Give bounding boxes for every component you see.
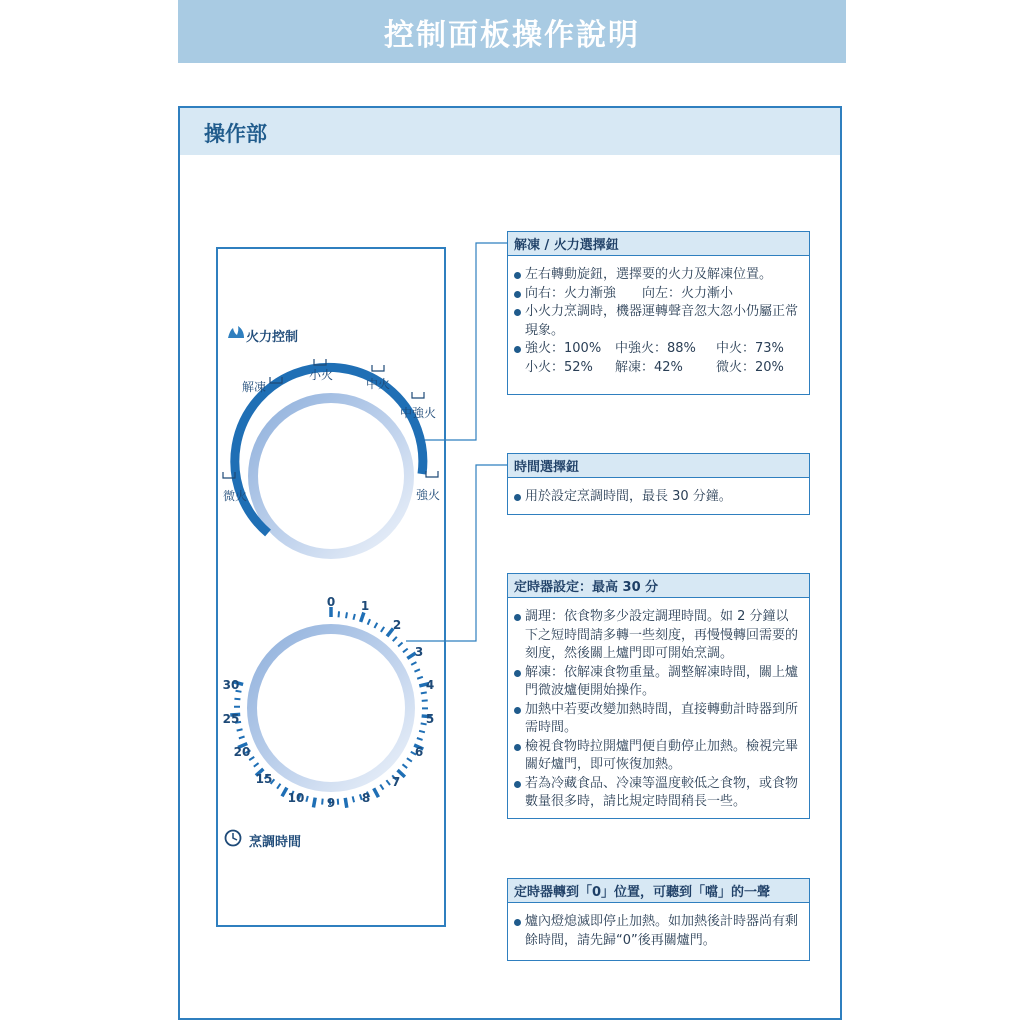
cooking-time-label: 烹調時間	[249, 835, 302, 850]
micro-label: 微火	[223, 489, 248, 503]
timer-number: 25	[222, 712, 240, 726]
timer-tick	[346, 612, 347, 618]
info-item	[513, 340, 801, 377]
info-item: 向右：火力漸強 向左：火力漸小	[513, 285, 801, 304]
percentage-micro: 微火：20%	[716, 359, 784, 375]
timer-ding-info-title: 定時器轉到「0」位置，可聽到「噹」的一聲	[508, 879, 809, 903]
timer-number: 20	[233, 745, 251, 759]
timer-tick	[398, 642, 402, 646]
timer-number: 6	[414, 745, 424, 759]
timer-tick	[345, 798, 347, 808]
timer-tick	[414, 669, 420, 671]
power-knob[interactable]	[253, 398, 409, 554]
timer-number: 1	[360, 599, 370, 613]
timer-tick	[306, 796, 308, 802]
timer-number: 7	[391, 775, 401, 789]
timer-tick	[234, 699, 240, 700]
timer-tick	[417, 738, 423, 740]
timer-number: 10	[287, 791, 305, 805]
timer-number: 4	[425, 678, 435, 692]
power-control-label: 火力控制	[246, 330, 299, 345]
flame-icon	[228, 326, 244, 338]
timer-tick	[386, 780, 390, 785]
medium-level-icon	[372, 365, 384, 371]
percentage-high: 強火：100%	[525, 341, 602, 356]
page-title: 控制面板操作說明	[384, 17, 640, 53]
timer-tick	[368, 619, 370, 624]
info-item: 檢視食物時拉開爐門便自動停止加熱。檢視完畢關好爐門，即可恢復加熱。	[513, 738, 801, 775]
info-item: 左右轉動旋鈕，選擇要的火力及解凍位置。	[513, 266, 801, 285]
timer-number: 2	[392, 618, 402, 632]
info-item: 爐內燈熄滅即停止加熱。如加熱後計時器尚有剩餘時間，請先歸“0”後再關爐門。	[513, 913, 801, 950]
medium-high-label: 中強火	[400, 406, 437, 420]
percentage-medium: 中火：73%	[716, 341, 784, 356]
timer-tick	[374, 788, 379, 797]
time-knob-info-box	[507, 453, 810, 515]
timer-knob[interactable]	[252, 629, 410, 787]
percentage-low: 小火：52%	[525, 359, 593, 375]
timer-tick	[277, 784, 280, 789]
timer-tick	[402, 764, 407, 768]
timer-number: 5	[425, 712, 435, 726]
info-item: 調理：依食物多少設定調理時間。如 2 分鐘以下之短時間請多轉一些刻度，再慢慢轉回需要的刻度，然後關上爐門即可開始烹調。	[513, 608, 801, 664]
timer-tick	[411, 662, 416, 665]
timer-tick	[237, 729, 243, 730]
timer-tick	[353, 796, 354, 802]
timer-number: 15	[255, 772, 273, 786]
timer-tick	[322, 799, 323, 805]
timer-tick	[239, 736, 245, 738]
timer-tick	[380, 785, 383, 790]
timer-number: 9	[326, 796, 336, 810]
info-item: 小火力烹調時，機器運轉聲音忽大忽小仍屬正常現象。	[513, 303, 801, 340]
timer-tick	[313, 798, 315, 808]
low-label: 小火	[309, 368, 334, 382]
timer-setting-info-box	[507, 573, 810, 819]
info-item: 用於設定烹調時間，最長 30 分鐘。	[513, 488, 801, 507]
timer-tick	[419, 731, 425, 733]
high-level-icon	[426, 471, 438, 477]
percentage-medium-high: 中強火：88%	[615, 341, 696, 356]
medium-high-level-icon	[412, 392, 424, 398]
medium-label: 中火	[366, 377, 391, 391]
timer-tick	[407, 758, 412, 761]
timer-tick	[381, 627, 384, 632]
defrost-label: 解凍	[242, 380, 267, 394]
timer-number: 0	[326, 595, 336, 609]
timer-number: 30	[222, 678, 240, 692]
timer-tick	[282, 788, 287, 797]
timer-ding-info-box	[507, 878, 810, 961]
info-item: 解凍：依解凍食物重量。調整解凍時間，關上爐門微波爐便開始操作。	[513, 664, 801, 701]
timer-number: 8	[361, 791, 371, 805]
power-knob-info-title: 解凍 / 火力選擇鈕	[508, 232, 809, 256]
info-item: 加熱中若要改變加熱時間，直接轉動計時器到所需時間。	[513, 701, 801, 738]
high-label: 強火	[416, 488, 441, 502]
timer-number: 3	[414, 645, 424, 659]
timer-tick	[417, 677, 423, 679]
power-knob-info-box	[507, 231, 810, 395]
timer-tick	[421, 692, 427, 693]
section-title: 操作部	[204, 122, 267, 146]
timer-tick	[393, 637, 397, 641]
timer-setting-info-title: 定時器設定：最高 30 分	[508, 574, 809, 598]
timer-tick	[254, 763, 259, 767]
time-knob-info-title: 時間選擇鈕	[508, 454, 809, 478]
timer-tick	[353, 614, 354, 620]
clock-icon	[226, 831, 241, 846]
timer-tick	[361, 613, 364, 622]
info-item: 若為冷藏食品、冷凍等溫度較低之食物，或食物數量很多時，請比規定時間稍長一些。	[513, 775, 801, 812]
timer-tick	[403, 649, 408, 653]
percentage-defrost: 解凍：42%	[615, 359, 683, 375]
timer-tick	[374, 623, 377, 628]
